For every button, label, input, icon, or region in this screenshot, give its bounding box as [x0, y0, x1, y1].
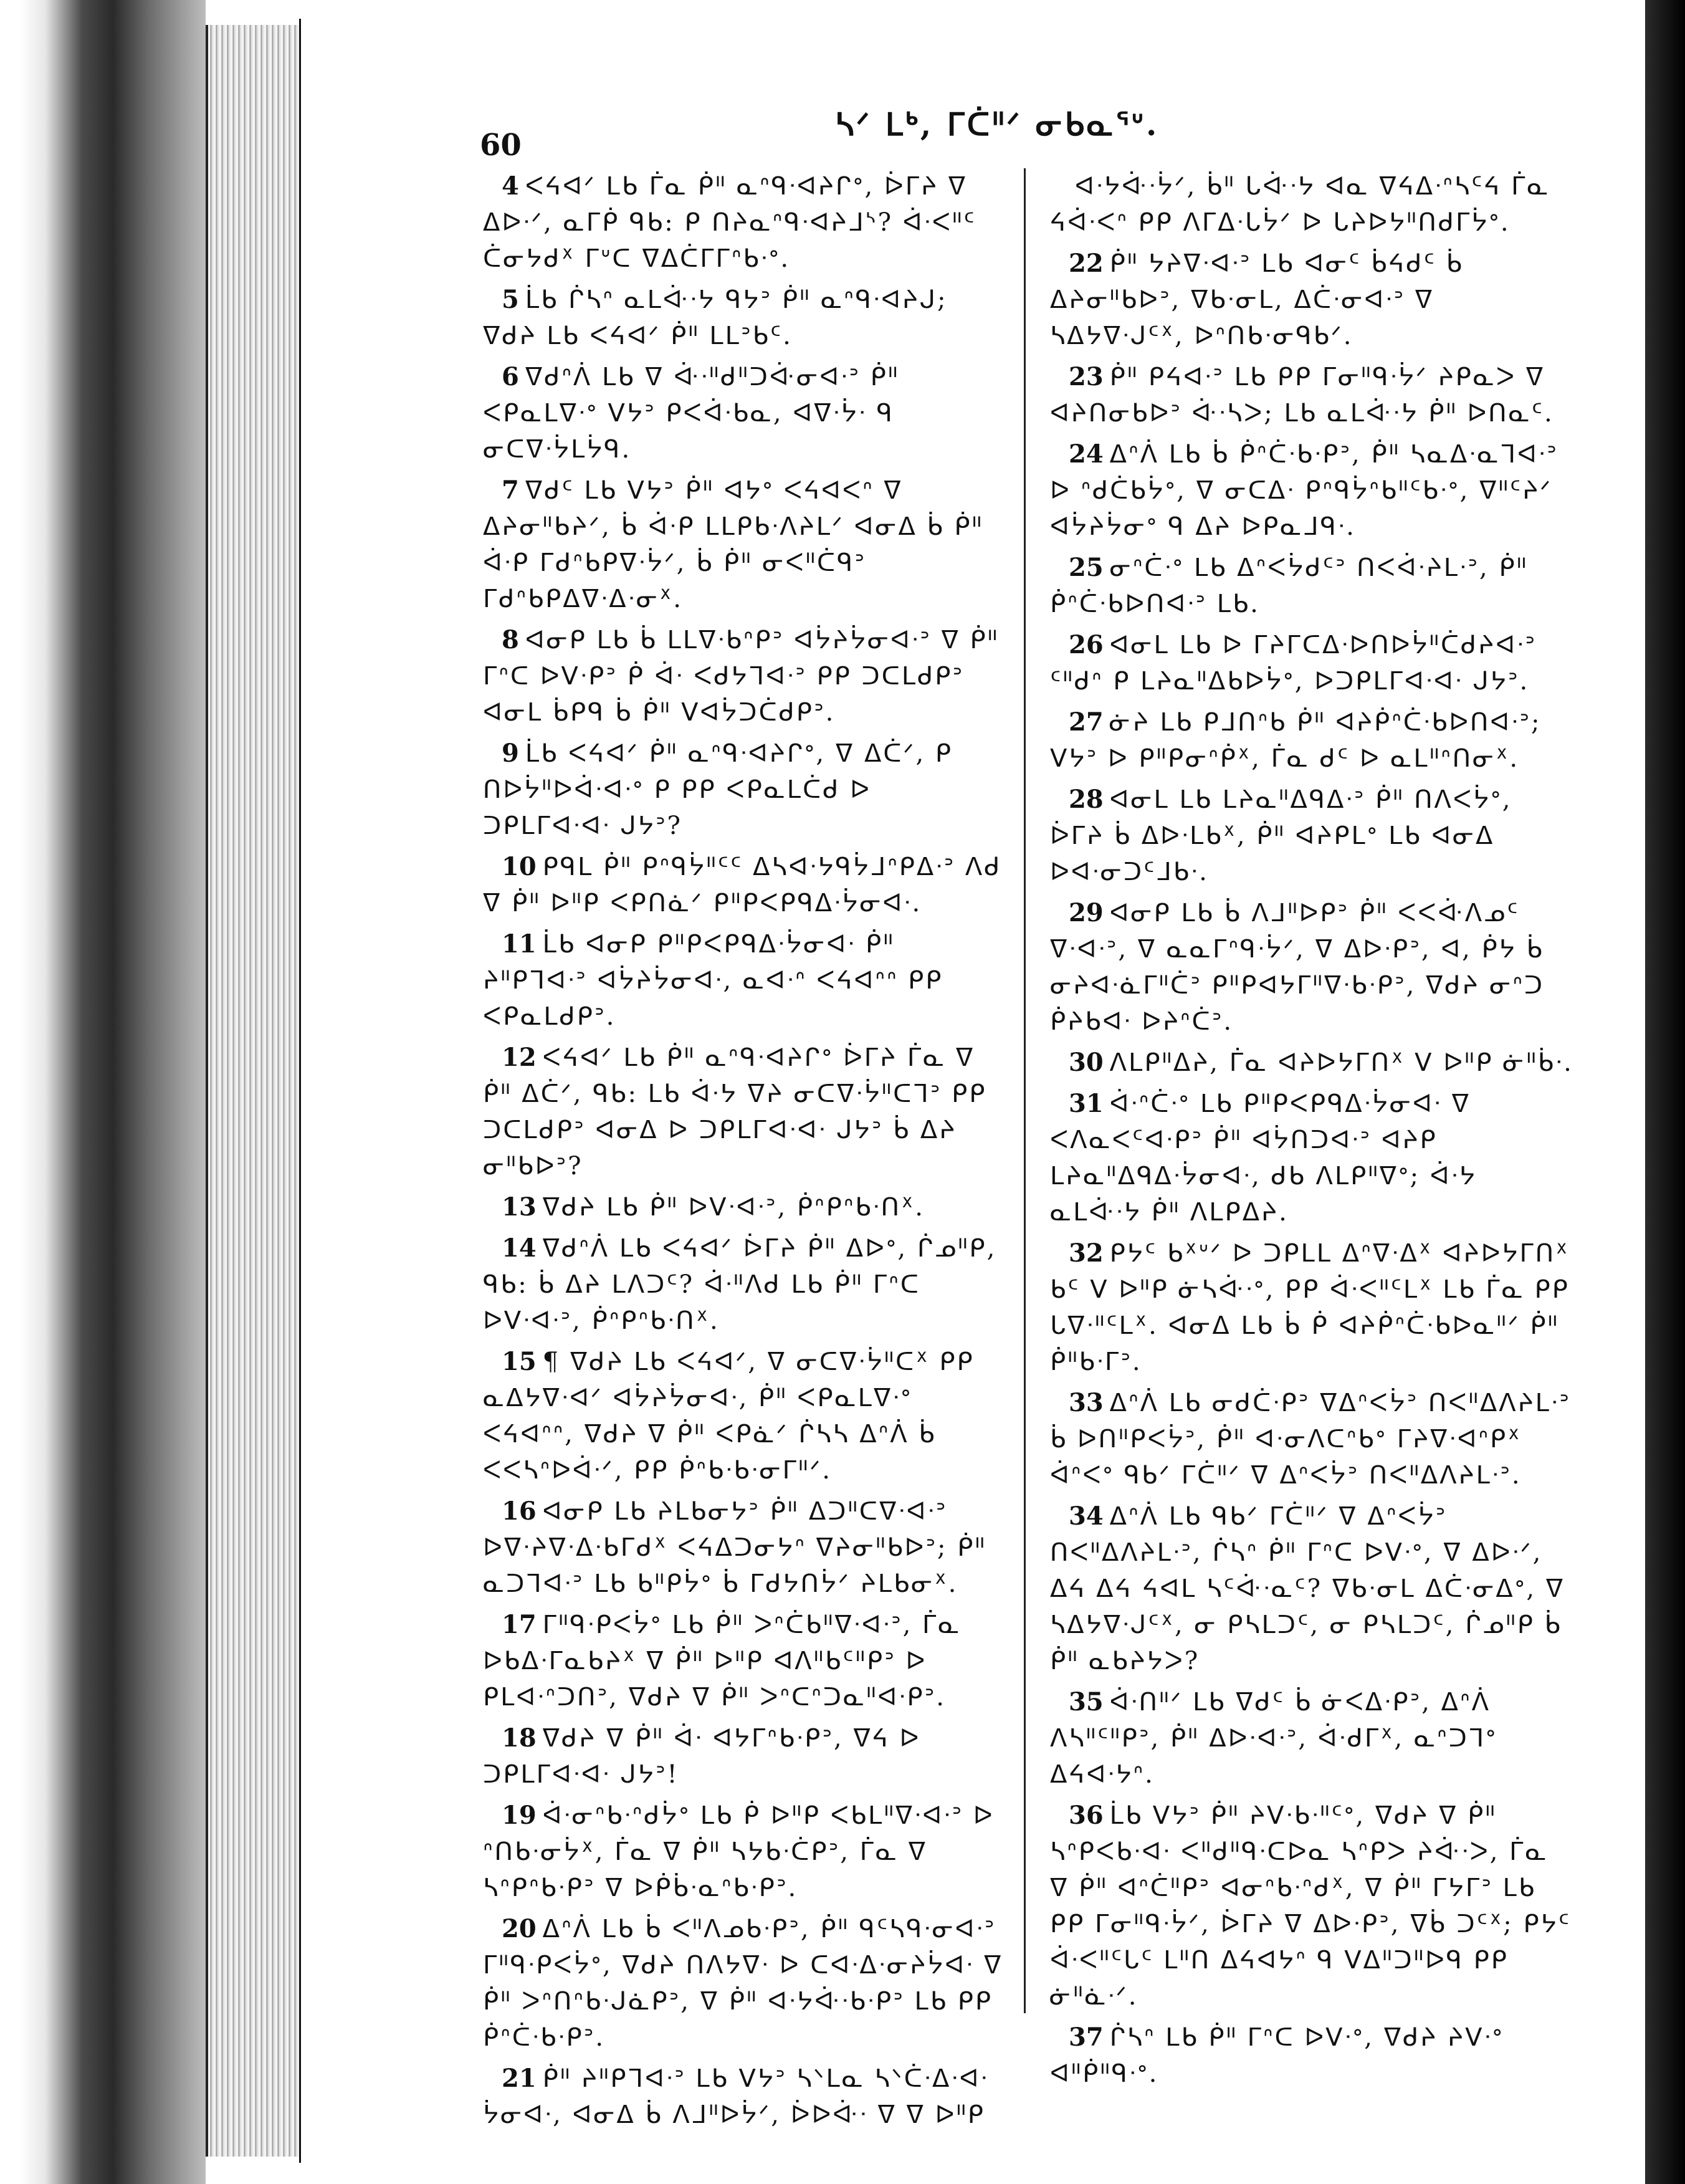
verse	[1050, 1798, 1573, 2014]
verse-text: ᐁᑯᐢᐲ ᒪᑲ ᐁ ᐚᐧᐦᑯᐦᑐᐚᓂᐊᐧᐣ ᑮᐦ ᐸᑭᓇᒪᐁᐧᐤ ᐯᔭᐣ ᑭᐸᐋᐧᑲᓇ, ᐊᐁᐧᔮᐧ ᑫ ᓂᑕᐁᐧᔮᒪᔮᑫ.	[483, 363, 900, 464]
verse	[483, 1607, 1006, 1715]
verse-text: ᐊᓂᑭ ᒪᑲ ᔨᒪᑲᓂᔭᐣ ᑮᐦ ᐃᑐᐦᑕᐁᐧᐊᐧᐣ ᐅᐁᐧᔨᐁᐧᐃᐧᑲᒥᑯᕁ ᐸᔦᐃᑐᓂᔭᐢ ᐁᔨᓂᐦᑲᐅᐣ; ᑮᐦ ᓇᑐᒣᐊᐧᐣ ᒪᑲ ᑲᐦᑭᔮᐤ ᑳ ᒥᑯᔭᑎᔮᐟ ᔨᒪᑲᓂᕽ.	[483, 1497, 986, 1598]
verse	[1050, 627, 1573, 699]
verse-text: ᑮᐦ ᔭᔨᐁᐧᐊᐧᐣ ᒪᑲ ᐊᓂᑦ ᑳᔦᑯᑦ ᑳ ᐃᔨᓂᐦᑲᐅᐣ, ᐁᑲᐧᓂᒪ, ᐃᑖᐧᓂᐊᐧᐣ ᐁ ᓴᐃᔭᐁᐧᒍᑦᕽ, ᐅᐢᑎᑲᐧᓂᑫᑲᐟ.	[1050, 249, 1464, 350]
right-column	[1050, 168, 1573, 2097]
verse	[1050, 895, 1573, 1040]
verse	[1050, 1235, 1573, 1380]
verse	[1050, 168, 1573, 241]
verse	[483, 926, 1006, 1035]
verse-text: ᐃᐢᐲ ᒪᑲ ᑳ ᐸᐦᐱᓄᑲᐧᑭᐣ, ᑮᐦ ᑫᑦᓴᑫᐧᓂᐊᐧᐣ ᒥᐦᑫᐧᑭᐸᔮᐤ, ᐁᑯᔨ ᑎᐱᔭᐁᐧ ᐅ ᑕᐊᐧᐃᐧᓂᔨᔮᐊᐧ ᐁ ᑮᐦ ᐳᐢᑎᐢᑲᐧᒍᓈᑭᐣ, ᐁ ᑮᐦ ᐊᐧᔭᐚᐧᑲᐧᑭᐣ ᒪᑲ ᑭᑭ ᑮᐢᑖᐧᑲᐧᑭᐣ.	[483, 1915, 1003, 2052]
verse-text: ᒫᑲ ᐯᔭᐣ ᑮᐦ ᔨᐯᐧᑲᐧᐦᑦᐤ, ᐁᑯᔨ ᐁ ᑮᐦ ᓴᐢᑭᐸᑲᐧᐊᐧ ᐸᐦᑯᐦᑫᐧᑕᐅᓇ ᓴᐢᑭᐳ ᔨᐚᐧᐳ, ᒦᓇ ᐁ ᑮᐦ ᐊᐢᑖᐦᑭᐣ ᐊᓂᐢᑲᐧᐢᑯᕁ, ᐁ ᑮᐦ ᒥᔭᒥᐣ ᒪᑲ ᑭᑭ ᒥᓂᐦᑫᐧᔮᐟ, ᐆᒥᔨ ᐁ ᐃᐅᐧᑭᐣ, ᐁᑳ ᑐᑦᕁ; ᑭᔭᑦ ᐋᐧᐸᐦᑦᒐᑦ ᒪᐦᑎ ᐃᔦᐊᔭᐢ ᑫ ᐯᐃᐦᑐᐦᐅᑫ ᑭᑭ ᓃᐦᓈᐧᐟ.	[1050, 1801, 1572, 2011]
page-edges	[206, 25, 302, 2157]
verse-number: 28	[1069, 785, 1104, 814]
verse-text: ᒥᐦᑫᐧᑭᐸᔮᐤ ᒪᑲ ᑮᐦ ᐳᐢᑖᑲᐦᐁᐧᐊᐧᐣ, ᒦᓇ ᐅᑲᐃᐧᒥᓇᑲᔨᕁ ᐁ ᑮᐦ ᐅᐦᑭ ᐊᐱᐦᑲᑦᐦᑭᐣ ᐅ ᑭᒪᐊᐧᐢᑐᑎᐣ, ᐁᑯᔨ ᐁ ᑮᐦ ᐳᐢᑕᐢᑐᓇᐦᐊᐧᑭᐣ.	[483, 1611, 962, 1712]
verse	[483, 735, 1006, 844]
verse-number: 21	[502, 2064, 537, 2093]
verse-text: ᐁᑯᔨ ᒪᑲ ᑮᐦ ᐅᐯᐧᐊᐧᐣ, ᑮᐢᑭᐢᑲᐧᑎᕽ.	[542, 1193, 925, 1222]
verse-text: ᐱᒪᑭᐦᐃᔨ, ᒦᓇ ᐊᔨᐅᔭᒥᑎᕁ ᐯ ᐅᐦᑭ ᓃᐦᑳᐧ.	[1109, 1048, 1573, 1077]
verse-number: 27	[1069, 707, 1104, 737]
verse-number: 9	[502, 739, 519, 768]
verse-text: ᑭᔭᑦ ᑲᕁᐡᐟ ᐅ ᑐᑭᒪᒪ ᐃᐢᐁᐧᐃᕁ ᐊᔨᐅᔭᒥᑎᕁ ᑲᑦ ᐯ ᐅᐦᑭ ᓃᓴᐚᐧᐤ, ᑭᑭ ᐋᐧᐸᐦᑦᒪᕁ ᒪᑲ ᒦᓇ ᑭᑭ ᒐᐁᐧᐦᑦᒪᕁ. ᐊᓂᐃ ᒪᑲ ᑳ ᑮ ᐊᔨᑮᐢᑖᐧᑲᐅᓇᐦᐟ ᑮᐦ ᑮᐦᑲᐧᒥᐣ.	[1050, 1239, 1570, 1376]
verse	[483, 1344, 1006, 1488]
right-edge-shadow	[1645, 0, 1685, 2184]
verse-text: ᐊᐧᔭᐚᐧᔮᐟ, ᑳᐦ ᒐᐚᐧᔭ ᐊᓇ ᐁᔦᐃᐧᐢᓴᑦᔦ ᒦᓇ ᔦᐋᐧᐸᐢ ᑭᑭ ᐱᒥᐃᐧᒐᔮᐟ ᐅ ᒐᔨᐅᔭᐦᑎᑯᒥᔮᐤ.	[1050, 172, 1550, 237]
verse-number: 10	[502, 852, 537, 881]
verse-text: ᑭᑫᒪ ᑮᐦ ᑭᐢᑫᔮᐦᑦᑦ ᐃᓴᐊᐧᔭᑫᔮᒧᐢᑭᐃᐧᐣ ᐱᑯ ᐁ ᑮᐦ ᐅᐦᑭ ᐸᑭᑎᓈᐟ ᑭᐦᑭᐸᑭᑫᐃᐧᔮᓂᐊᐧ.	[483, 853, 1002, 917]
verse	[1050, 436, 1573, 545]
verse-number: 14	[502, 1233, 537, 1263]
verse	[483, 1189, 1006, 1225]
verse-number: 8	[502, 625, 519, 654]
verse-number: 29	[1069, 898, 1104, 927]
verse-text: ᒫᑲ ᒌᓴᐢ ᓇᒪᐚᐧᔭ ᑫᔭᐣ ᑮᐦ ᓇᐢᑫᐧᐊᔨᒍ; ᐁᑯᔨ ᒪᑲ ᐸᔦᐊᐟ ᑮᐦ ᒪᒪᐣᑲᑦ.	[483, 285, 948, 350]
verse-text: ᓂᐢᑖᐧᐤ ᒪᑲ ᐃᐢᐸᔮᑯᑦᐣ ᑎᐸᐋᐧᔨᒪᐧᐣ, ᑮᐦ ᑮᐢᑖᐧᑲᐅᑎᐊᐧᐣ ᒪᑲ.	[1050, 553, 1528, 618]
page-number: 60	[480, 128, 522, 163]
verse-number: 15	[502, 1347, 537, 1376]
verse	[483, 1493, 1006, 1602]
verse-text: ᐋᐧᓂᐢᑲᐧᐢᑯᔮᐤ ᒪᑲ ᑮ ᐅᐦᑭ ᐸᑲᒪᐦᐁᐧᐊᐧᐣ ᐅ ᐢᑎᑲᐧᓂᔮᕁ, ᒦᓇ ᐁ ᑮᐦ ᓴᔭᑲᐧᑖᑭᐣ, ᒦᓇ ᐁ ᓴᐢᑭᐢᑲᐧᑭᐣ ᐁ ᐅᑮᑳᐧᓇᐢᑲᐧᑭᐣ.	[483, 1801, 995, 1902]
verse-number: 17	[502, 1610, 537, 1639]
verse	[483, 1798, 1006, 1906]
verse-number: 33	[1069, 1388, 1104, 1417]
verse	[483, 2061, 1006, 2133]
verse-number: 26	[1069, 630, 1104, 659]
verse	[483, 282, 1006, 354]
verse-text: ᐁᑯᔨ ᐁ ᑮᐦ ᐋᐧ ᐊᔭᒥᐢᑲᐧᑭᐣ, ᐁᔦ ᐅ ᑐᑭᒪᒥᐊᐧᐊᐧ ᒍᔭᐣ!	[483, 1724, 921, 1789]
verse-number: 5	[502, 285, 519, 314]
verse-text: ¶ ᐁᑯᔨ ᒪᑲ ᐸᔦᐊᐟ, ᐁ ᓂᑕᐁᐧᔮᐦᑕᕽ ᑭᑭ ᓇᐃᔭᐁᐧᐊᐟ ᐊᔮᔨᔮᓂᐊᐧ, ᑮᐦ ᐸᑭᓇᒪᐁᐧᐤ ᐸᔦᐊᐢᐢ, ᐁᑯᔨ ᐁ ᑮᐦ ᐸᑭᓈᐟ ᒌᓴᓴ ᐃᐢᐲ ᑳ ᐸᐸᓴᐢᐅᐋᐧᐟ, ᑭᑭ ᑮᐢᑲᐧᑲᐧᓂᒥᐦᐟ.	[483, 1348, 975, 1485]
verse-text: ᐸᔦᐊᐟ ᒪᑲ ᑮᐦ ᓇᐢᑫᐧᐊᔨᒋᐤ ᐆᒥᔨ ᒦᓇ ᐁ ᑮᐦ ᐃᑖᐟ, ᑫᑲ: ᒪᑲ ᐋᐧᔭ ᐁᔨ ᓂᑕᐁᐧᔮᐦᑕᒣᐣ ᑭᑭ ᑐᑕᒪᑯᑭᐣ ᐊᓂᐃ ᐅ ᑐᑭᒪᒥᐊᐧᐊᐧ ᒍᔭᐣ ᑳ ᐃᔨ ᓂᐦᑲᐅᐣ?	[483, 1043, 987, 1181]
verse	[1050, 1086, 1573, 1230]
verse	[1050, 246, 1573, 354]
verse-number: 30	[1069, 1048, 1104, 1077]
verse	[1050, 550, 1573, 622]
verse-number: 6	[502, 362, 519, 391]
verse-number: 34	[1069, 1502, 1104, 1531]
verse-text: ᓃᔨ ᒪᑲ ᑭᒧᑎᐢᑲ ᑮᐦ ᐊᔨᑮᐢᑖᐧᑲᐅᑎᐊᐧᐣ; ᐯᔭᐣ ᐅ ᑭᐦᑭᓂᐢᑮᕁ, ᒦᓇ ᑯᑦ ᐅ ᓇᒪᐦᐢᑎᓂᕁ.	[1050, 708, 1542, 773]
running-head: ᓴᐟ ᒪᒃ, ᒥᑖᐦᐟ ᓂᑲᓇᕐᐡ.	[835, 106, 1160, 143]
verse-number: 22	[1069, 249, 1104, 278]
verse-number: 31	[1069, 1089, 1104, 1118]
verse-number: 37	[1069, 2023, 1104, 2052]
verse-number: 35	[1069, 1687, 1104, 1717]
verse-text: ᐊᓂᒪ ᒪᑲ ᐅ ᒥᔨᒥᑕᐃᐧᐅᑎᐅᔮᐦᑖᑯᔨᐊᐧᐣ ᑦᐦᑯᐢ ᑭ ᒪᔨᓇᐦᐃᑲᐅᔮᐤ, ᐅᑐᑭᒪᒥᐊᐧᐊᐧ ᒍᔭᐣ.	[1050, 631, 1537, 696]
verse	[483, 1230, 1006, 1339]
verse-number: 19	[502, 1801, 537, 1830]
verse	[483, 472, 1006, 617]
verse	[1050, 1684, 1573, 1793]
verse-text: ᐸᔦᐊᐟ ᒪᑲ ᒦᓇ ᑮᐦ ᓇᐢᑫᐧᐊᔨᒋᐤ, ᐆᒥᔨ ᐁ ᐃᐅᐧᐟ, ᓇᒥᑮ ᑫᑲ: ᑭ ᑎᔨᓇᐢᑫᐧᐊᔨᒧᔅ? ᐋᐧᐸᐦᑦ ᑖᓂᔭᑯᕁ ᒥᐡᑕ ᐁᐃᑖᒥᒥᐢᑲᐧᐤ.	[483, 172, 976, 273]
verse-text: ᒌᓴᐢ ᒪᑲ ᑮᐦ ᒥᐢᑕ ᐅᐯᐧᐤ, ᐁᑯᔨ ᔨᐯᐧᐤ ᐊᐦᑮᐦᑫᐧᐤ.	[1050, 2023, 1504, 2088]
verse-number: 13	[502, 1192, 537, 1222]
verse-text: ᑮᐦ ᑭᔦᐊᐧᐣ ᒪᑲ ᑭᑭ ᒥᓂᐦᑫᐧᔮᐟ ᔨᑭᓇᐳ ᐁ ᐊᔨᑎᓂᑲᐅᐣ ᐚᐧᓴᐳ; ᒪᑲ ᓇᒪᐚᐧᔭ ᑮᐦ ᐅᑎᓇᑦ.	[1050, 363, 1554, 428]
verse-number: 32	[1069, 1238, 1104, 1268]
verse-text: ᒫᑲ ᐊᓂᑭ ᑭᐦᑭᐸᑭᑫᐃᐧᔮᓂᐊᐧ ᑮᐦ ᔨᐦᑭᒣᐊᐧᐣ ᐊᔮᔨᔮᓂᐊᐧ, ᓇᐊᐧᐢ ᐸᔦᐊᐢᐢ ᑭᑭ ᐸᑭᓇᒪᑯᑭᐣ.	[483, 930, 943, 1031]
verse-text: ᒫᑲ ᐸᔦᐊᐟ ᑮᐦ ᓇᐢᑫᐧᐊᔨᒋᐤ, ᐁ ᐃᑖᐟ, ᑭ ᑎᐅᔮᐦᐅᐋᐧᐊᐧᐤ ᑭ ᑭᑭ ᐸᑭᓇᒪᑖᑯ ᐅ ᑐᑭᒪᒥᐊᐧᐊᐧ ᒍᔭᐣ?	[483, 739, 953, 840]
verse-text: ᐊᓂᒪ ᒪᑲ ᒪᔨᓇᐦᐃᑫᐃᐧᐣ ᑮᐦ ᑎᐱᐸᔮᐤ, ᐆᒥᔨ ᑳ ᐃᐅᐧᒪᑲᕁ, ᑮᐦ ᐊᔨᑭᒪᐤ ᒪᑲ ᐊᓂᐃ ᐅᐊᐧᓂᑐᑦᒧᑲᐧ.	[1050, 785, 1512, 886]
verse	[1050, 1045, 1573, 1081]
verse	[483, 1911, 1006, 2056]
book-spine-shadow	[0, 0, 206, 2184]
verse	[483, 168, 1006, 277]
verse-text: ᐃᐢᐲ ᒪᑲ ᑫᑲᐟ ᒥᑖᐦᐟ ᐁ ᐃᐢᐸᔮᐣ ᑎᐸᐦᐃᐱᔨᒪᐧᐣ, ᒌᓴᐢ ᑮᐦ ᒥᐢᑕ ᐅᐯᐧᐤ, ᐁ ᐃᐅᐧᐟ, ᐃᔦ ᐃᔦ ᔦᐊᒪ ᓴᑦᐚᐧᓇᑦ? ᐁᑲᐧᓂᒪ ᐃᑖᐧᓂᐃᐤ, ᐁ ᓴᐃᔭᐁᐧᒍᑦᕽ, ᓂ ᑭᓴᒪᑐᑦ, ᓂ ᑭᓴᒪᑐᑦ, ᒌᓄᐦᑭ ᑳ ᑮᐦ ᓇᑲᔨᔭᐳ?	[1050, 1502, 1565, 1675]
verse-number: 12	[502, 1043, 537, 1072]
verse-number: 25	[1069, 553, 1104, 582]
verse-number: 23	[1069, 362, 1104, 391]
verse	[483, 1040, 1006, 1184]
verse-text: ᐁᑯᑦ ᒪᑲ ᐯᔭᐣ ᑮᐦ ᐊᔭᐤ ᐸᔦᐊᐸᐢ ᐁ ᐃᔨᓂᐦᑲᔨᐟ, ᑳ ᐋᐧᑭ ᒪᒪᑭᑲᐧᐱᔨᒪᐟ ᐊᓂᐃ ᑳ ᑮᐦ ᐋᐧᑭ ᒥᑯᐢᑲᑭᐁᐧᔮᐟ, ᑳ ᑮᐦ ᓂᐸᐦᑖᑫᐣ ᒥᑯᐢᑲᑭᐃᐁᐧᐃᐧᓂᕽ.	[483, 476, 983, 613]
column-divider	[1024, 168, 1026, 2013]
verse-text: ᐁᑯᐢᐲ ᒪᑲ ᐸᔦᐊᐟ ᐆᒥᔨ ᑮᐦ ᐃᐅᐤ, ᒌᓄᐦᑭ, ᑫᑲ: ᑳ ᐃᔨ ᒪᐱᑐᑦ? ᐋᐧᐦᐱᑯ ᒪᑲ ᑮᐦ ᒥᐢᑕ ᐅᐯᐧᐊᐧᐣ, ᑮᐢᑭᐢᑲᐧᑎᕽ.	[483, 1234, 997, 1335]
verse-text: ᐃᐢᐲ ᒪᑲ ᑳ ᑮᐢᑖᐧᑲᐧᑭᐣ, ᑮᐦ ᓴᓇᐃᐧᓇᒣᐊᐧᐣ ᐅ ᐢᑯᑖᑲᔮᐤ, ᐁ ᓂᑕᐃᐧ ᑭᐢᑫᔮᐢᑲᐦᑦᑲᐧᐤ, ᐁᐦᑦᔨᐟ ᐊᔮᔨᔮᓂᐤ ᑫ ᐃᔨ ᐅᑭᓇᒧᑫᐧ.	[1050, 440, 1559, 541]
verse-number: 18	[502, 1723, 537, 1753]
verse	[483, 359, 1006, 467]
verse	[483, 622, 1006, 730]
verse	[1050, 1498, 1573, 1679]
verse-number: 7	[502, 476, 519, 505]
verse-number: 20	[502, 1914, 537, 1943]
verse	[1050, 1385, 1573, 1493]
verse-text: ᐋᐧᐢᑖᐧᐤ ᒪᑲ ᑭᐦᑭᐸᑭᑫᐃᐧᔮᓂᐊᐧ ᐁ ᐸᐱᓇᐸᑦᐊᐧᑭᐣ ᑮᐦ ᐊᔮᑎᑐᐊᐧᐣ ᐊᔨᑭ ᒪᔨᓇᐦᐃᑫᐃᐧᔮᓂᐊᐧ, ᑯᑲ ᐱᒪᑭᐦᐁᐤ; ᐋᐧᔭ ᓇᒪᐚᐧᔭ ᑮᐦ ᐱᒪᑭᐃᔨ.	[1050, 1090, 1477, 1227]
verse-number: 11	[502, 929, 537, 959]
verse-text: ᑮᐦ ᔨᐦᑭᒣᐊᐧᐣ ᒪᑲ ᐯᔭᐣ ᓴᐠᒪᓇ ᓴᐠᑖᐧᐃᐧᐊᐧ ᔮᓂᐊᐧ, ᐊᓂᐃ ᑳ ᐱᒧᐦᐅᔮᐟ, ᐆᐅᐚᐧ ᐁ ᐁ ᐅᐦᑭ	[483, 2064, 989, 2129]
verse-number: 24	[1069, 439, 1104, 469]
verse	[483, 1720, 1006, 1793]
verse-text: ᐊᓂᑭ ᒪᑲ ᑳ ᒪᒪᐁᐧᑲᐢᑭᐣ ᐊᔮᔨᔮᓂᐊᐧᐣ ᐁ ᑮᐦ ᒥᐢᑕ ᐅᐯᐧᑭᐣ ᑮ ᐋᐧ ᐸᑯᔭᒣᐊᐧᐣ ᑭᑭ ᑐᑕᒪᑯᑭᐣ ᐊᓂᒪ ᑳᑭᑫ ᑳ ᑮᐦ ᐯᐊᔮᑐᑖᑯᑭᐣ.	[483, 626, 1000, 727]
verse	[1050, 782, 1573, 890]
verse-number: 16	[502, 1497, 537, 1526]
verse	[1050, 359, 1573, 431]
verse-text: ᐋᐧᑎᐦᐟ ᒪᑲ ᐁᑯᑦ ᑳ ᓃᐸᐃᐧᑭᐣ, ᐃᐢᐲ ᐱᓴᐦᑦᐦᑭᐣ, ᑮᐦ ᐃᐅᐧᐊᐧᐣ, ᐋᐧᑯᒥᕁ, ᓇᐢᑐᒣᐤ ᐃᔦᐊᐧᔭᐢ.	[1050, 1688, 1497, 1789]
verse-number: 4	[502, 171, 519, 201]
verse-text: ᐊᓂᑭ ᒪᑲ ᑳ ᐱᒧᐦᐅᑭᐣ ᑮᐦ ᐸᐸᐚᐱᓄᑦ ᐁᐧᐊᐧᐣ, ᐁ ᓇᓇᒥᐢᑫᐧᔮᐟ, ᐁ ᐃᐅᐧᑭᐣ, ᐊ, ᑮᔭ ᑳ ᓂᔨᐊᐧᓈᒥᐦᑖᐣ ᑭᐦᑭᐊᔭᒥᐦᐁᐧᑲᐧᑭᐣ, ᐁᑯᔨ ᓂᐢᑐ ᑮᔨᑲᐊᐧ ᐅᔨᐢᑖᐣ.	[1050, 899, 1545, 1036]
verse	[1050, 704, 1573, 777]
verse	[483, 849, 1006, 921]
verse-text: ᐃᐢᐲ ᒪᑲ ᓂᑯᑖᐧᑭᐣ ᐁᐃᐢᐸᔮᐣ ᑎᐸᐦᐃᐱᔨᒪᐧᐣ ᑳ ᐅᑎᐦᑭᐸᔮᐣ, ᑮᐦ ᐊᐧᓂᐱᑕᐢᑲᐤ ᒥᔨᐁᐧᐊᐢᑭᕁ ᐋᐢᐸᐤ ᑫᑲᐟ ᒥᑖᐦᐟ ᐁ ᐃᐢᐸᔮᐣ ᑎᐸᐦᐃᐱᔨᒪᐧᐣ.	[1050, 1389, 1571, 1490]
verse-number: 36	[1069, 1801, 1104, 1830]
verse	[1050, 2019, 1573, 2092]
left-column	[483, 168, 1006, 2138]
